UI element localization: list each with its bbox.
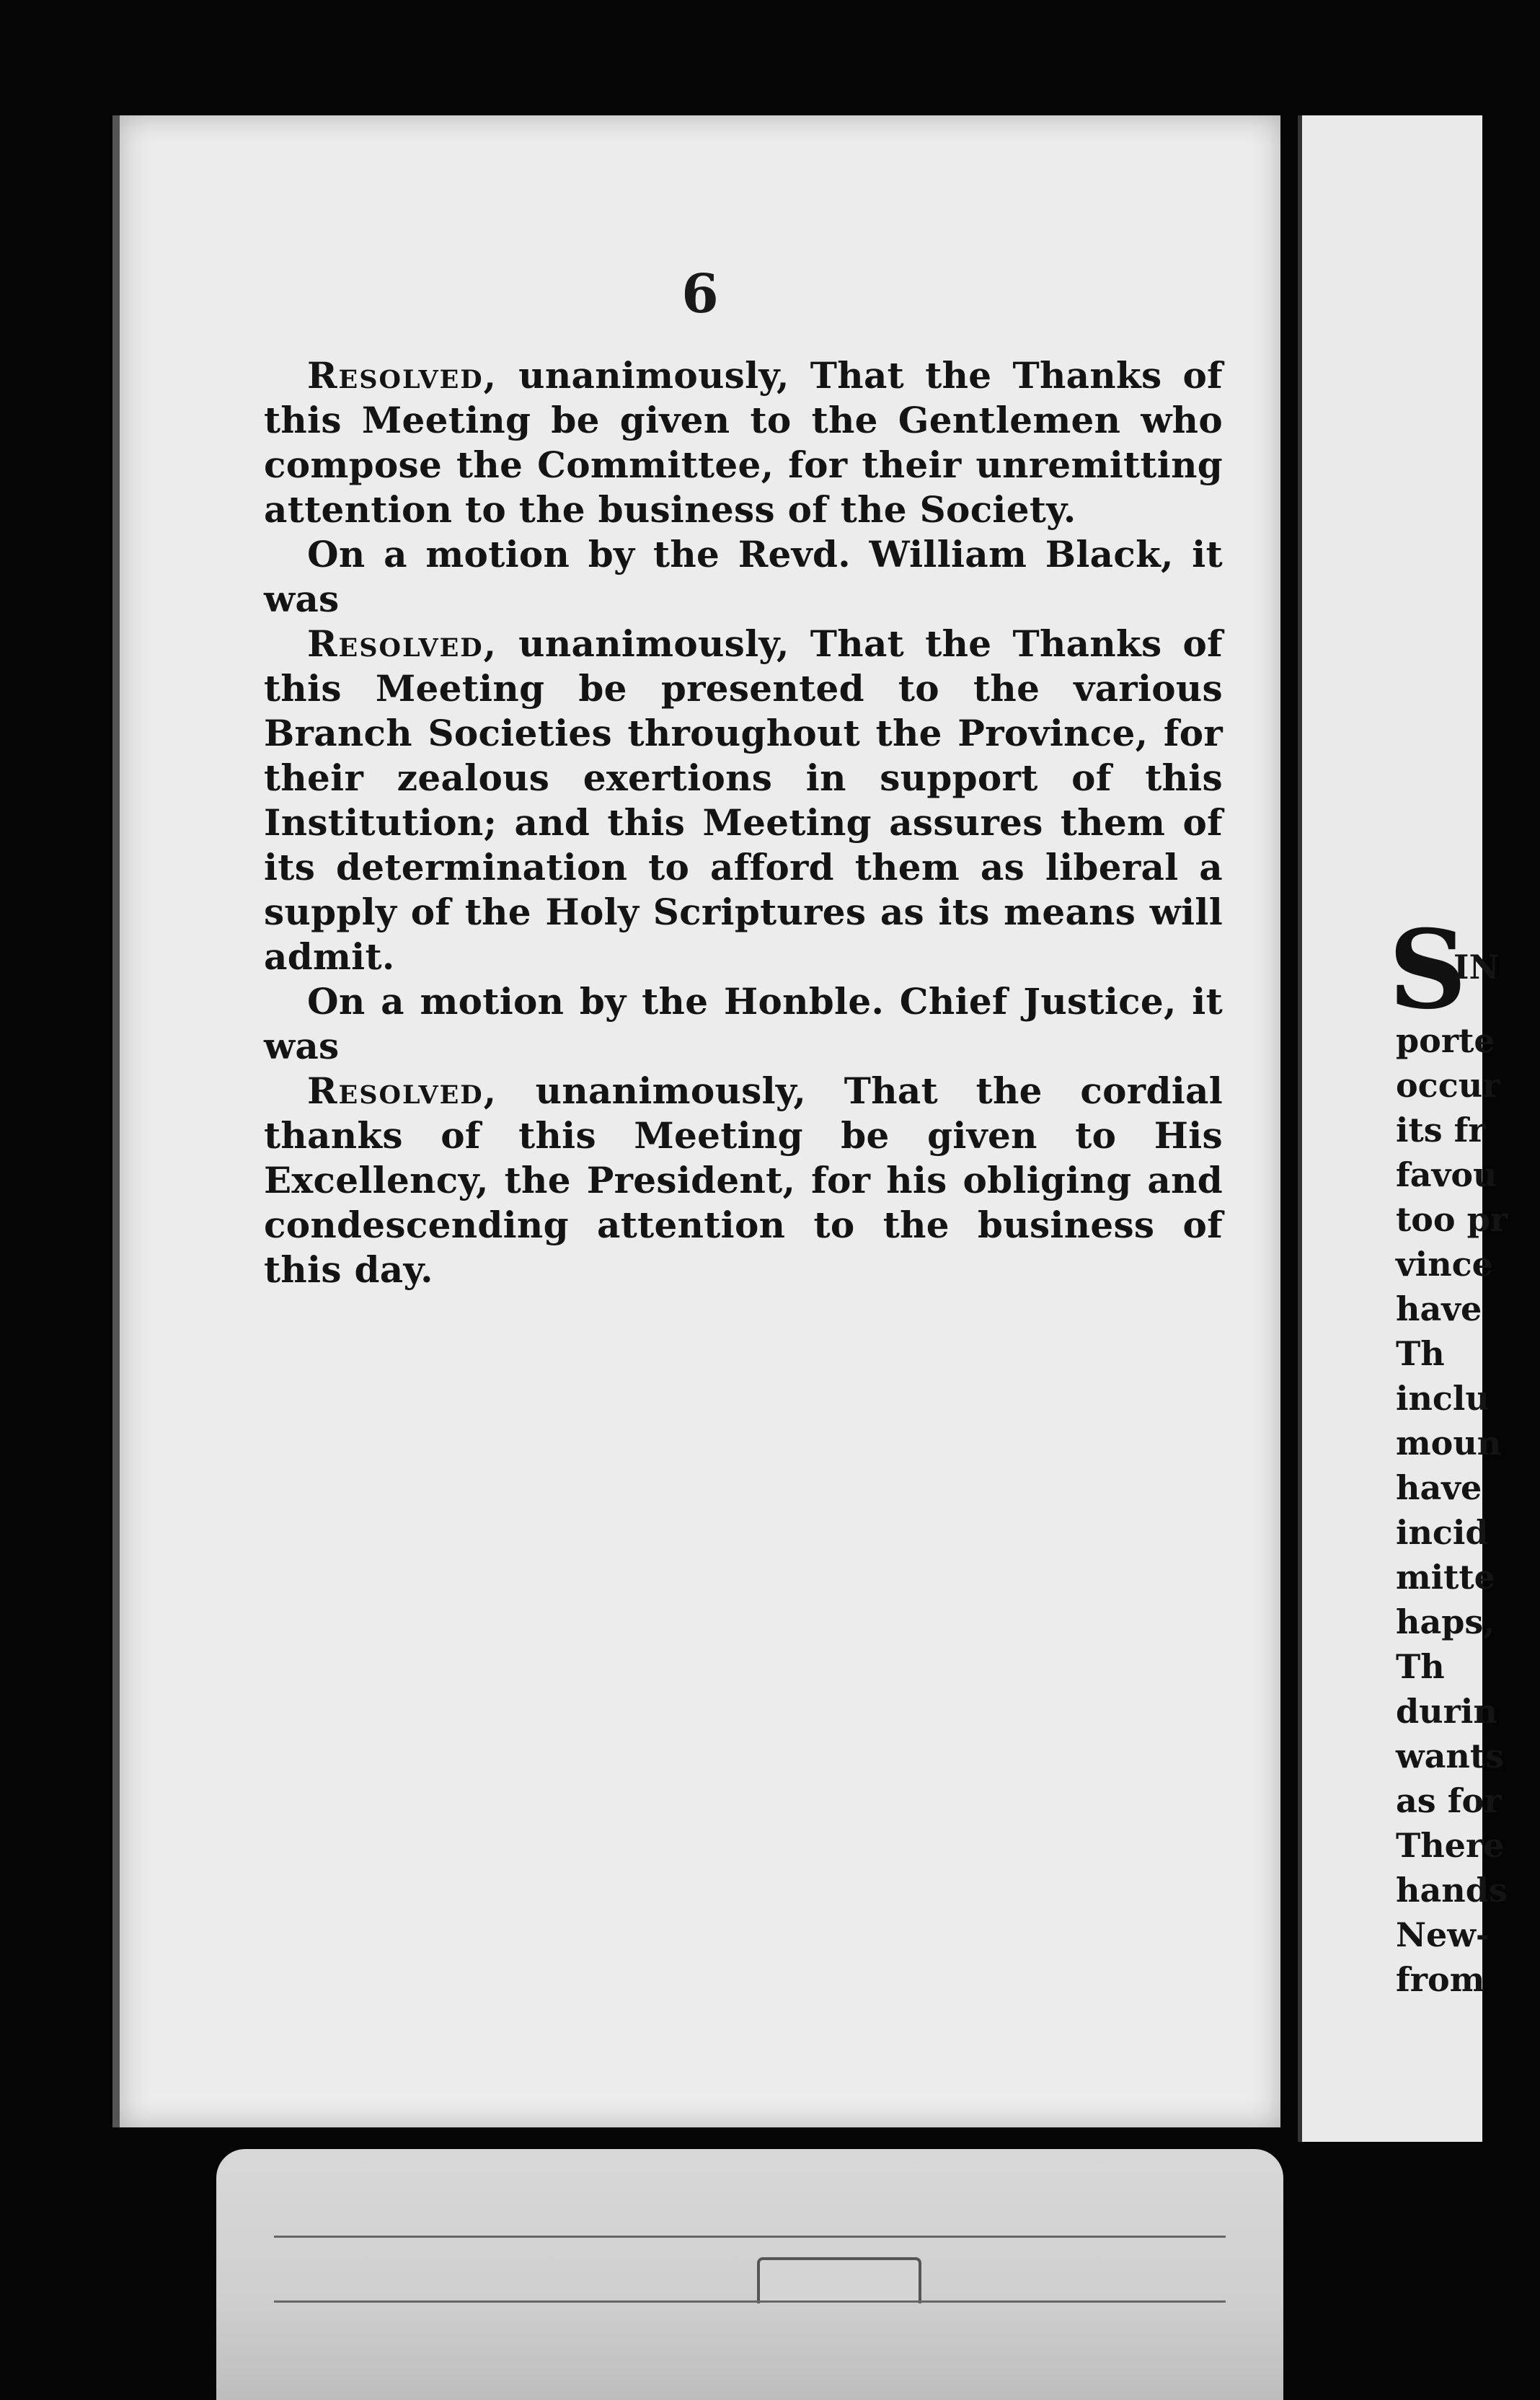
paragraph-5 [264,1069,1223,1292]
right-page-line: Th [1396,1647,1445,1686]
right-page-line: porte [1396,1021,1495,1060]
right-page-line: haps, [1396,1602,1495,1641]
right-page-line: wants [1396,1737,1504,1775]
under-page [216,2149,1283,2400]
right-page [1298,115,1508,2142]
right-page-line: have [1396,1289,1482,1328]
page-edge-line [274,2236,1226,2238]
paragraph-text: unanimously, That the cordial thanks of this Meeting be given to His Excellency, the President, for his obliging and condescending attention to the business of this day. [264,1069,1223,1291]
page-edge-line [274,2300,1226,2303]
resolved-lead: Resolved, [307,622,498,665]
right-page-line: durin [1396,1692,1497,1731]
paragraph-1 [264,353,1223,532]
right-page-line: hands [1396,1871,1508,1910]
right-page-line: IN [1453,948,1500,987]
paragraph-3 [264,622,1223,979]
right-page-line: as for [1396,1781,1502,1820]
right-page-line: inclu [1396,1379,1490,1418]
right-page-line: too pr [1396,1200,1508,1239]
paragraph-text: unanimously, That the Thanks of this Meeting be presented to the various Branch Societies throughout the Province, for their zealous exertions in support of this Institution; and this Meeting assures them of its determination to afford them as liberal a supply of the Holy Scriptures as its means will admit. [264,622,1223,978]
right-page-line: mitte [1396,1558,1495,1597]
right-page-line: occur [1396,1066,1500,1105]
page-number: 6 [681,263,719,325]
right-page-line: have [1396,1468,1482,1507]
resolved-lead: Resolved, [307,1069,498,1112]
right-page-line: incid [1396,1513,1489,1552]
paragraph-text: unanimously, That the Thanks of this Meeting be given to the Gentlemen who compose the Committee, for their unremitting attention to the business of the Society. [264,354,1223,531]
right-page-text [1396,945,1540,2002]
paragraph-4 [264,979,1223,1069]
drop-cap: S [1389,906,1467,1033]
right-page-line: Th [1396,1334,1445,1373]
left-page [112,115,1280,2127]
right-page-line: from [1396,1960,1485,1999]
paragraph-2 [264,532,1223,622]
paragraph-text: On a motion by the Revd. William Black, it was [264,533,1223,620]
right-page-line: There [1396,1826,1505,1865]
right-page-line: vince [1396,1245,1493,1284]
page-tab [757,2257,921,2303]
right-page-line: moun [1396,1424,1502,1462]
right-page-line: New- [1396,1915,1490,1954]
resolutions-text [264,353,1223,1292]
resolved-lead: Resolved, [307,354,498,397]
right-page-line: its fr [1396,1111,1486,1150]
paragraph-text: On a motion by the Honble. Chief Justice, it was [264,980,1223,1067]
right-page-line: favou [1396,1155,1497,1194]
